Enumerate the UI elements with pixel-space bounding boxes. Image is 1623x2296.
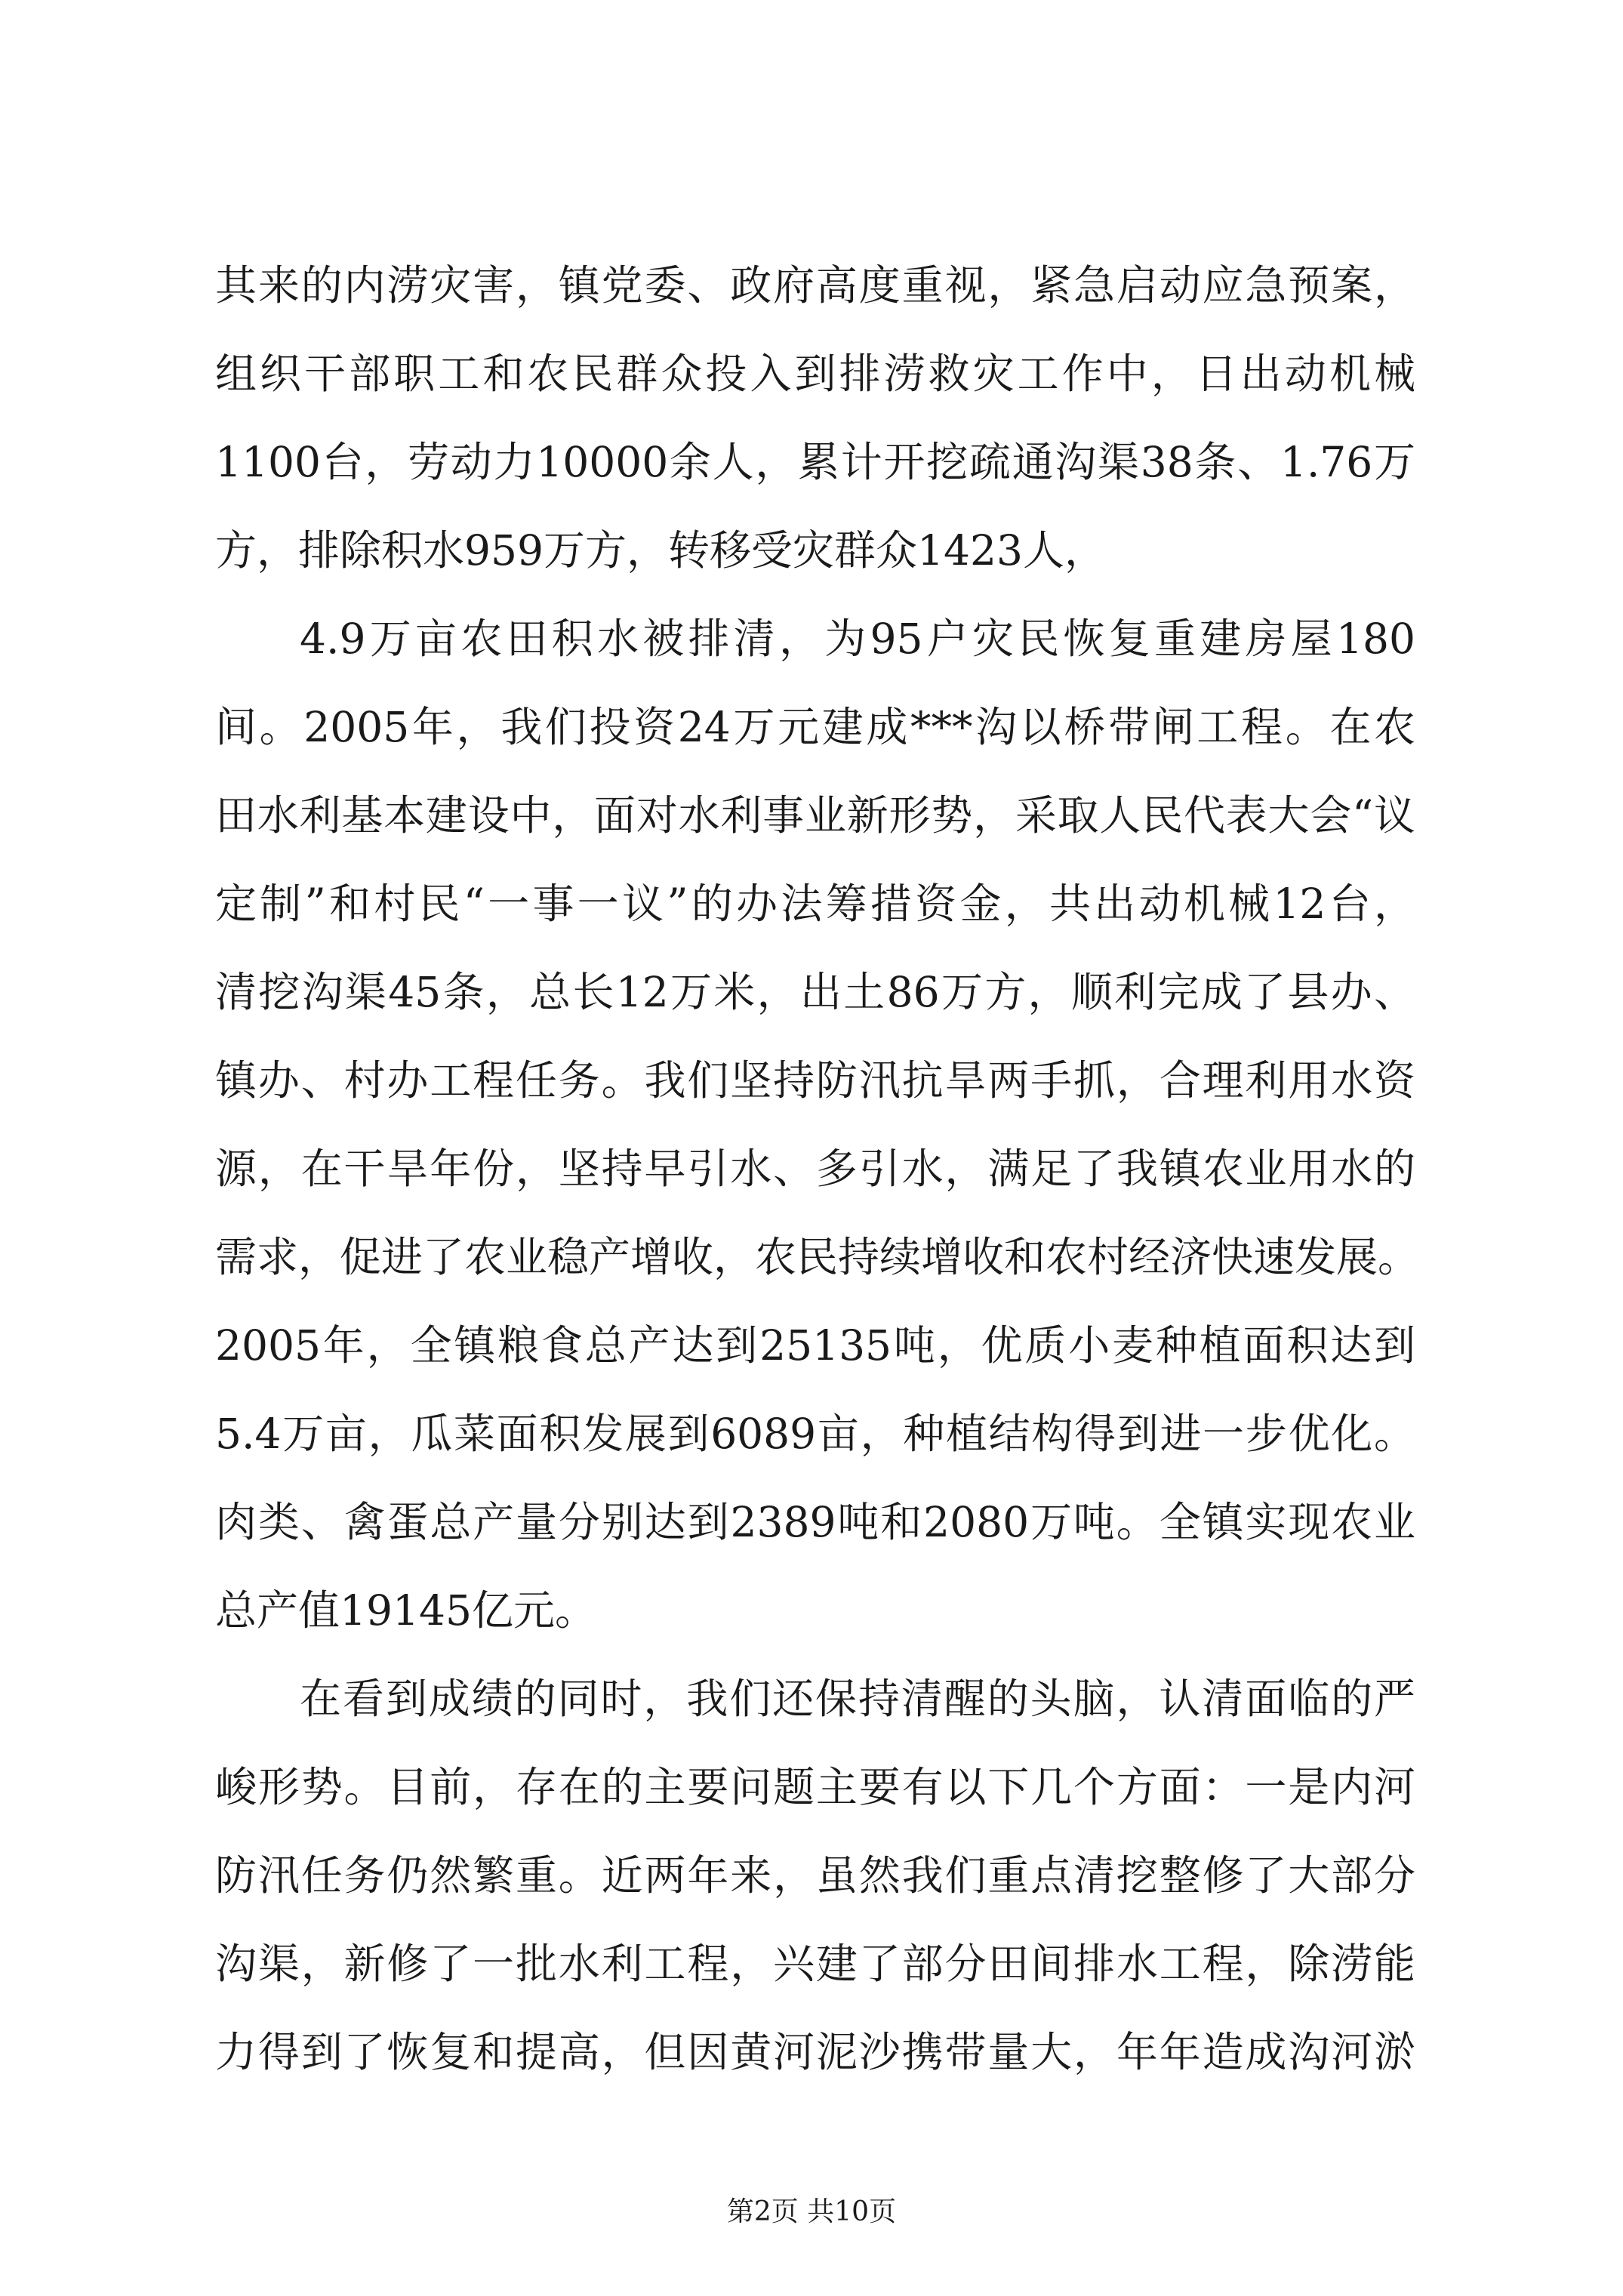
text-line: 沟渠，新修了一批水利工程，兴建了部分田间排水工程，除涝能 xyxy=(215,1940,1415,1988)
text-line: 间。2005年，我们投资24万元建成***沟以桥带闸工程。在农 xyxy=(215,703,1415,751)
text-line: 峻形势。目前，存在的主要问题主要有以下几个方面：一是内河 xyxy=(215,1763,1415,1811)
text-line: 镇办、村办工程任务。我们坚持防汛抗旱两手抓，合理利用水资 xyxy=(215,1056,1415,1105)
text-line: 5.4万亩，瓜菜面积发展到6089亩，种植结构得到进一步优化。 xyxy=(215,1410,1415,1458)
text-line: 1100台，劳动力10000余人，累计开挖疏通沟渠38条、1.76万 xyxy=(215,438,1415,486)
text-line: 总产值19145亿元。 xyxy=(215,1586,596,1635)
text-line: 肉类、禽蛋总产量分别达到2389吨和2080万吨。全镇实现农业 xyxy=(215,1498,1415,1546)
text-line: 源，在干旱年份，坚持早引水、多引水，满足了我镇农业用水的 xyxy=(215,1145,1415,1193)
document-body xyxy=(215,242,1420,2097)
text-line: 2005年，全镇粮食总产达到25135吨，优质小麦种植面积达到 xyxy=(215,1321,1415,1370)
page-number-footer: 第2页 共10页 xyxy=(726,2196,897,2227)
paragraph-start-line: 在看到成绩的同时，我们还保持清醒的头脑，认清面临的严 xyxy=(300,1675,1415,1723)
text-line: 清挖沟渠45条，总长12万米，出土86万方，顺利完成了县办、 xyxy=(215,968,1415,1016)
text-line: 其来的内涝灾害，镇党委、政府高度重视，紧急启动应急预案， xyxy=(215,261,1415,310)
text-line: 定制”和村民“一事一议”的办法筹措资金，共出动机械12台， xyxy=(215,880,1415,928)
text-line: 组织干部职工和农民群众投入到排涝救灾工作中，日出动机械 xyxy=(215,350,1415,398)
text-line: 方，排除积水959万方，转移受灾群众1423人， xyxy=(215,526,1106,575)
text-line: 需求，促进了农业稳产增收，农民持续增收和农村经济快速发展。 xyxy=(215,1233,1420,1281)
text-line: 力得到了恢复和提高，但因黄河泥沙携带量大，年年造成沟河淤 xyxy=(215,2028,1415,2076)
paragraph-start-line: 4.9万亩农田积水被排清，为95户灾民恢复重建房屋180 xyxy=(300,615,1415,663)
text-line: 田水利基本建设中，面对水利事业新形势，采取人民代表大会“议 xyxy=(215,791,1415,840)
text-line: 防汛任务仍然繁重。近两年来，虽然我们重点清挖整修了大部分 xyxy=(215,1851,1415,1900)
